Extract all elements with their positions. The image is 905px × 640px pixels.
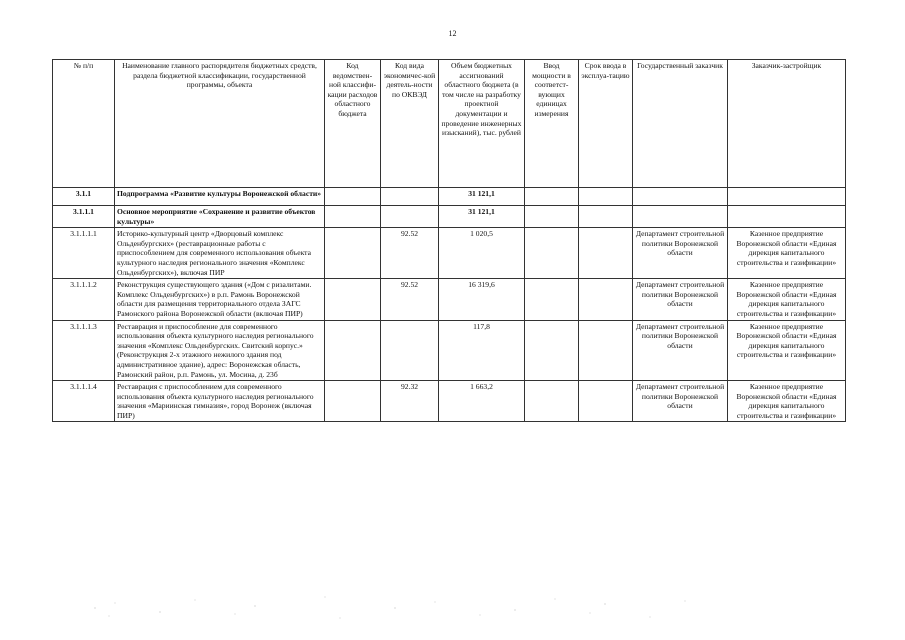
row-power bbox=[525, 206, 579, 228]
header-term: Срок ввода в эксплуа-тацию bbox=[579, 60, 633, 188]
row-number: 3.1.1.1.1 bbox=[53, 228, 115, 279]
row-kvk bbox=[325, 228, 381, 279]
row-okved bbox=[381, 206, 439, 228]
table-header-row bbox=[53, 60, 846, 188]
scan-noise bbox=[85, 588, 725, 628]
table-row bbox=[53, 228, 846, 279]
row-term bbox=[579, 320, 633, 381]
capital-investments-table bbox=[52, 59, 846, 422]
row-term bbox=[579, 381, 633, 422]
header-number: № п/п bbox=[53, 60, 115, 188]
row-kvk bbox=[325, 320, 381, 381]
row-customer bbox=[633, 188, 728, 206]
row-okved: 92.32 bbox=[381, 381, 439, 422]
table-row bbox=[53, 188, 846, 206]
row-developer: Казенное предприятие Воронежской области «Единая дирекция капитального строительства и газификации» bbox=[728, 279, 846, 320]
page-number: 12 bbox=[448, 29, 457, 38]
row-customer: Департамент строительной политики Воронежской области bbox=[633, 320, 728, 381]
row-term bbox=[579, 279, 633, 320]
row-name: Реставрация с приспособлением для современного использования объекта культурного наследия регионального значения «Мариинская гимназия», город Воронеж (включая ПИР) bbox=[115, 381, 325, 422]
row-power bbox=[525, 188, 579, 206]
row-developer bbox=[728, 188, 846, 206]
row-customer bbox=[633, 206, 728, 228]
row-developer: Казенное предприятие Воронежской области «Единая дирекция капитального строительства и газификации» bbox=[728, 228, 846, 279]
row-customer: Департамент строительной политики Воронежской области bbox=[633, 228, 728, 279]
row-okved bbox=[381, 188, 439, 206]
row-volume: 1 663,2 bbox=[439, 381, 525, 422]
row-kvk bbox=[325, 381, 381, 422]
table-row bbox=[53, 381, 846, 422]
row-customer: Департамент строительной политики Воронежской области bbox=[633, 279, 728, 320]
row-developer: Казенное предприятие Воронежской области «Единая дирекция капитального строительства и газификации» bbox=[728, 320, 846, 381]
row-power bbox=[525, 320, 579, 381]
header-kvk: Код ведомствен-ной классифи-кации расходов областного бюджета bbox=[325, 60, 381, 188]
row-kvk bbox=[325, 279, 381, 320]
row-number: 3.1.1.1.4 bbox=[53, 381, 115, 422]
header-volume: Объем бюджетных ассигнований областного бюджета (в том числе на разработку проектной документации и проведение инженерных изысканий), тыс. рублей bbox=[439, 60, 525, 188]
row-power bbox=[525, 279, 579, 320]
table-row bbox=[53, 206, 846, 228]
row-volume: 16 319,6 bbox=[439, 279, 525, 320]
row-name: Основное мероприятие «Сохранение и развитие объектов культуры» bbox=[115, 206, 325, 228]
row-number: 3.1.1.1 bbox=[53, 206, 115, 228]
header-developer: Заказчик-застройщик bbox=[728, 60, 846, 188]
row-term bbox=[579, 228, 633, 279]
table-row bbox=[53, 320, 846, 381]
row-number: 3.1.1 bbox=[53, 188, 115, 206]
header-customer: Государственный заказчик bbox=[633, 60, 728, 188]
table-row bbox=[53, 279, 846, 320]
header-power: Ввод мощности в соответст-вующих единицах измерения bbox=[525, 60, 579, 188]
row-kvk bbox=[325, 188, 381, 206]
row-power bbox=[525, 228, 579, 279]
row-customer: Департамент строительной политики Воронежской области bbox=[633, 381, 728, 422]
row-name: Реставрация и приспособление для современного использования объекта культурного наследия регионального значения «Комплекс Ольденбургских. Свитский корпус.» (Реконструкция 2-х этажного нежилого здания под административное здание), адрес: Воронежская область, Рамонский район, р.п. Рамонь, ул. Мосина, д. 23б bbox=[115, 320, 325, 381]
row-term bbox=[579, 206, 633, 228]
row-term bbox=[579, 188, 633, 206]
row-name: Подпрограмма «Развитие культуры Воронежской области» bbox=[115, 188, 325, 206]
row-volume: 117,8 bbox=[439, 320, 525, 381]
row-volume: 1 020,5 bbox=[439, 228, 525, 279]
row-kvk bbox=[325, 206, 381, 228]
row-number: 3.1.1.1.2 bbox=[53, 279, 115, 320]
row-developer: Казенное предприятие Воронежской области «Единая дирекция капитального строительства и газификации» bbox=[728, 381, 846, 422]
row-power bbox=[525, 381, 579, 422]
row-okved: 92.52 bbox=[381, 279, 439, 320]
header-okved: Код вида экономичес-кой деятель-ности по ОКВЭД bbox=[381, 60, 439, 188]
header-name: Наименование главного распорядителя бюджетных средств, раздела бюджетной классификации, государственной программы, объекта bbox=[115, 60, 325, 188]
row-name: Историко-культурный центр «Дворцовый комплекс Ольденбургских» (реставрационные работы с приспособлением для современного использования объекта культурного наследия регионального значения «Комплекс Ольденбургских»), включая ПИР bbox=[115, 228, 325, 279]
row-okved: 92.52 bbox=[381, 228, 439, 279]
row-volume: 31 121,1 bbox=[439, 206, 525, 228]
row-name: Реконструкция существующего здания («Дом с ризалитами. Комплекс Ольденбургских») в р.п. Рамонь Воронежской области для размещения территориального отдела ЗАГС Рамонского района Воронежской области (включая ПИР) bbox=[115, 279, 325, 320]
row-developer bbox=[728, 206, 846, 228]
row-volume: 31 121,1 bbox=[439, 188, 525, 206]
row-okved bbox=[381, 320, 439, 381]
row-number: 3.1.1.1.3 bbox=[53, 320, 115, 381]
